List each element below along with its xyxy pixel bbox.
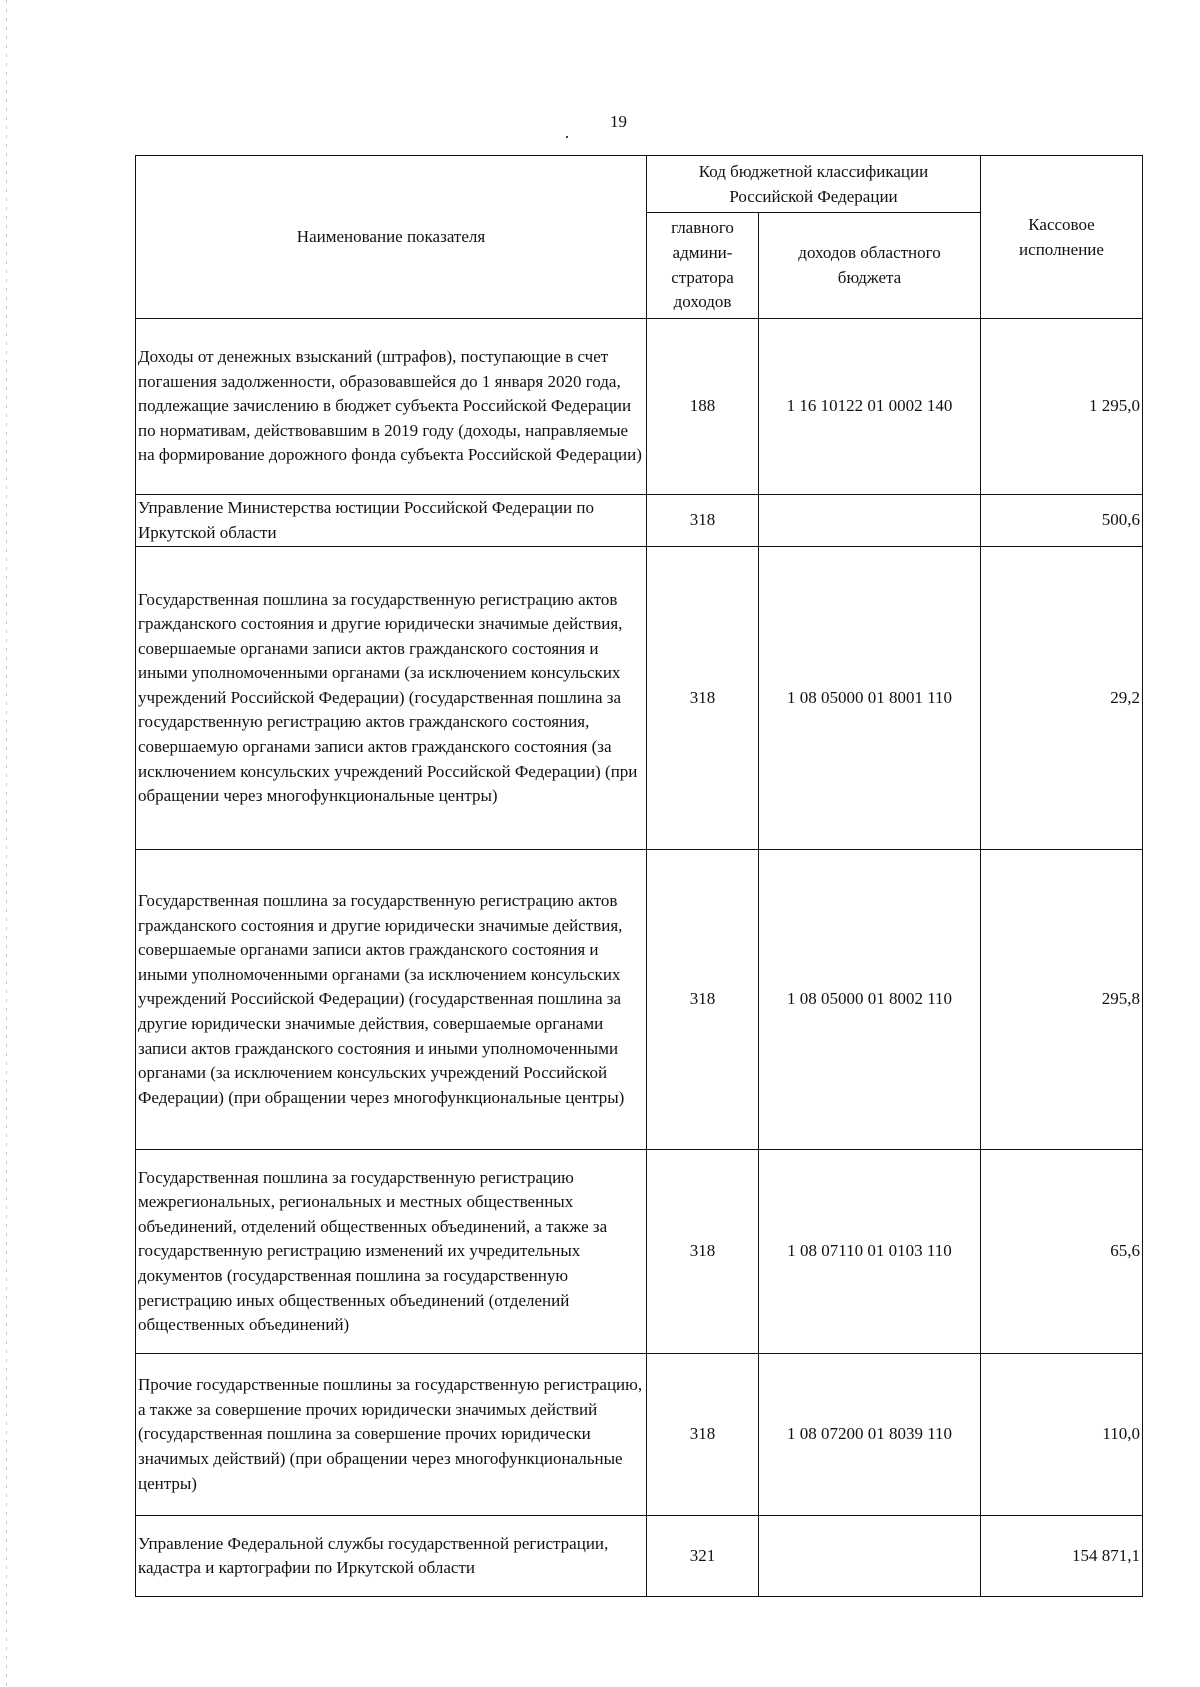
header-revenue-text: доходов областного бюджета: [798, 242, 941, 287]
row-revenue-code: 1 08 05000 01 8002 110: [759, 850, 981, 1150]
table-row: [136, 1516, 1143, 1597]
header-name: Наименование показателя: [136, 156, 647, 319]
row-name: Доходы от денежных взысканий (штрафов), поступающие в счет погашения задолженности, образовавшейся до 1 января 2020 года, подлежащие зачислению в бюджет субъекта Российской Федерации по нормативам, действовавшим в 2019 году (доходы, направляемые на формирование дорожного фонда субъекта Российской Федерации): [136, 319, 647, 495]
header-code-group-text: Код бюджетной классификации Российской Федерации: [698, 162, 929, 206]
row-amount: 154 871,1: [981, 1516, 1143, 1597]
row-amount: 29,2: [981, 547, 1143, 850]
row-admin-code: 318: [647, 1354, 759, 1516]
row-name: Государственная пошлина за государственную регистрацию актов гражданского состояния и другие юридически значимые действия, совершаемые органами записи актов гражданского состояния и иными уполномоченными органами (за исключением консульских учреждений Российской Федерации) (государственная пошлина за государственную регистрацию актов гражданского состояния, совершаемую органами записи актов гражданского состояния (за исключением консульских учреждений Российской Федерации) (при обращении через многофункциональные центры): [136, 547, 647, 850]
table-row: [136, 1354, 1143, 1516]
row-admin-code: 318: [647, 495, 759, 547]
row-revenue-code: 1 08 07110 01 0103 110: [759, 1150, 981, 1354]
page-number: 19: [610, 112, 627, 131]
row-admin-code: 318: [647, 1150, 759, 1354]
header-amount-text: Кассовое исполнение: [1019, 215, 1104, 259]
row-revenue-code: 1 08 07200 01 8039 110: [759, 1354, 981, 1516]
table-row: [136, 319, 1143, 495]
header-revenue: [759, 213, 981, 319]
row-name: Государственная пошлина за государственную регистрацию межрегиональных, региональных и местных общественных объединений, отделений общественных объединений, а также за государственную регистрацию изменений их учредительных документов (государственная пошлина за государственную регистрацию иных общественных объединений (отделений общественных объединений): [136, 1150, 647, 1354]
row-admin-code: 318: [647, 547, 759, 850]
header-admin: [647, 213, 759, 319]
header-amount: [981, 156, 1143, 319]
header-admin-text: главного админи- стратора доходов: [671, 218, 734, 312]
budget-table: [135, 155, 1143, 1597]
table-row: [136, 850, 1143, 1150]
row-amount: 500,6: [981, 495, 1143, 547]
header-code-group: [647, 156, 981, 213]
row-admin-code: 321: [647, 1516, 759, 1597]
row-name: Прочие государственные пошлины за государственную регистрацию, а также за совершение прочих юридически значимых действий (государственная пошлина за совершение прочих юридически значимых действий) (при обращении через многофункциональные центры): [136, 1354, 647, 1516]
row-amount: 65,6: [981, 1150, 1143, 1354]
row-name: Управление Министерства юстиции Российской Федерации по Иркутской области: [136, 495, 647, 547]
row-name: Государственная пошлина за государственную регистрацию актов гражданского состояния и другие юридически значимые действия, совершаемые органами записи актов гражданского состояния и иными уполномоченными органами (за исключением консульских учреждений Российской Федерации) (государственная пошлина за другие юридически значимые действия, совершаемые органами записи актов гражданского состояния и иными уполномоченными органами (за исключением консульских учреждений Российской Федерации) (при обращении через многофункциональные центры): [136, 850, 647, 1150]
row-revenue-code: 1 16 10122 01 0002 140: [759, 319, 981, 495]
row-amount: 295,8: [981, 850, 1143, 1150]
table-header: [136, 156, 1143, 319]
row-revenue-code: [759, 495, 981, 547]
row-admin-code: 188: [647, 319, 759, 495]
row-admin-code: 318: [647, 850, 759, 1150]
table-row: [136, 547, 1143, 850]
row-amount: 110,0: [981, 1354, 1143, 1516]
row-revenue-code: 1 08 05000 01 8001 110: [759, 547, 981, 850]
table-row: [136, 495, 1143, 547]
scan-speck: [566, 136, 568, 138]
row-name: Управление Федеральной службы государственной регистрации, кадастра и картографии по Иркутской области: [136, 1516, 647, 1597]
table-row: [136, 1150, 1143, 1354]
row-amount: 1 295,0: [981, 319, 1143, 495]
row-revenue-code: [759, 1516, 981, 1597]
scan-edge-artifact: [6, 0, 7, 1687]
